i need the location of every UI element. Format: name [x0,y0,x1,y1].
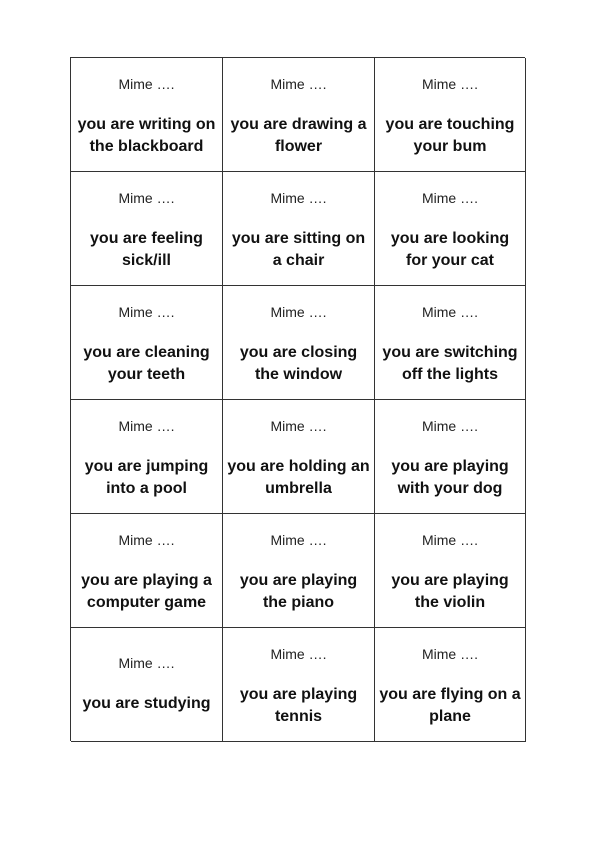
mime-card [375,400,526,514]
card-action: you are playing with your dog [391,458,509,497]
mime-card [375,286,526,400]
card-action: you are sitting on a chair [231,230,366,269]
card-prompt: Mime …. [270,532,327,548]
mime-card [223,628,375,742]
card-prompt: Mime …. [422,418,478,434]
card-action: you are flying on a plane [379,686,521,725]
mime-card [223,400,375,514]
card-prompt: Mime …. [422,304,478,320]
mime-card [375,58,526,172]
mime-card [71,400,223,514]
card-action: you are feeling sick/ill [90,230,203,269]
card-action: you are closing the window [239,344,358,383]
card-action: you are jumping into a pool [84,458,209,497]
mime-card [71,58,223,172]
card-prompt: Mime …. [118,76,175,92]
mime-card [71,628,223,742]
card-prompt: Mime …. [118,532,175,548]
card-action: you are playing the violin [391,572,509,611]
card-prompt: Mime …. [270,304,327,320]
card-action: you are playing the piano [239,572,358,611]
card-prompt: Mime …. [270,418,327,434]
card-action: you are cleaning your teeth [83,344,210,383]
mime-card [375,628,526,742]
mime-card [223,58,375,172]
card-action: you are playing tennis [239,686,358,725]
card-action: you are playing a computer game [81,572,212,611]
mime-card [223,286,375,400]
mime-card [71,172,223,286]
card-prompt: Mime …. [422,190,478,206]
mime-card [375,172,526,286]
card-prompt: Mime …. [270,646,327,662]
card-prompt: Mime …. [118,655,175,671]
card-action: you are switching off the lights [382,344,518,383]
mime-cards-grid [70,57,525,741]
card-prompt: Mime …. [118,190,175,206]
card-prompt: Mime …. [118,418,175,434]
card-prompt: Mime …. [118,304,175,320]
card-action: you are drawing a flower [230,116,367,155]
mime-card [71,514,223,628]
card-action: you are holding an umbrella [227,458,370,497]
card-action: you are touching your bum [385,116,515,155]
card-prompt: Mime …. [422,76,478,92]
card-action: you are writing on the blackboard [77,116,216,155]
mime-card [375,514,526,628]
card-action: you are studying [82,695,211,712]
card-action: you are looking for your cat [390,230,510,269]
card-prompt: Mime …. [422,646,478,662]
card-prompt: Mime …. [422,532,478,548]
mime-card [223,514,375,628]
mime-card [71,286,223,400]
mime-card [223,172,375,286]
card-prompt: Mime …. [270,76,327,92]
card-prompt: Mime …. [270,190,327,206]
